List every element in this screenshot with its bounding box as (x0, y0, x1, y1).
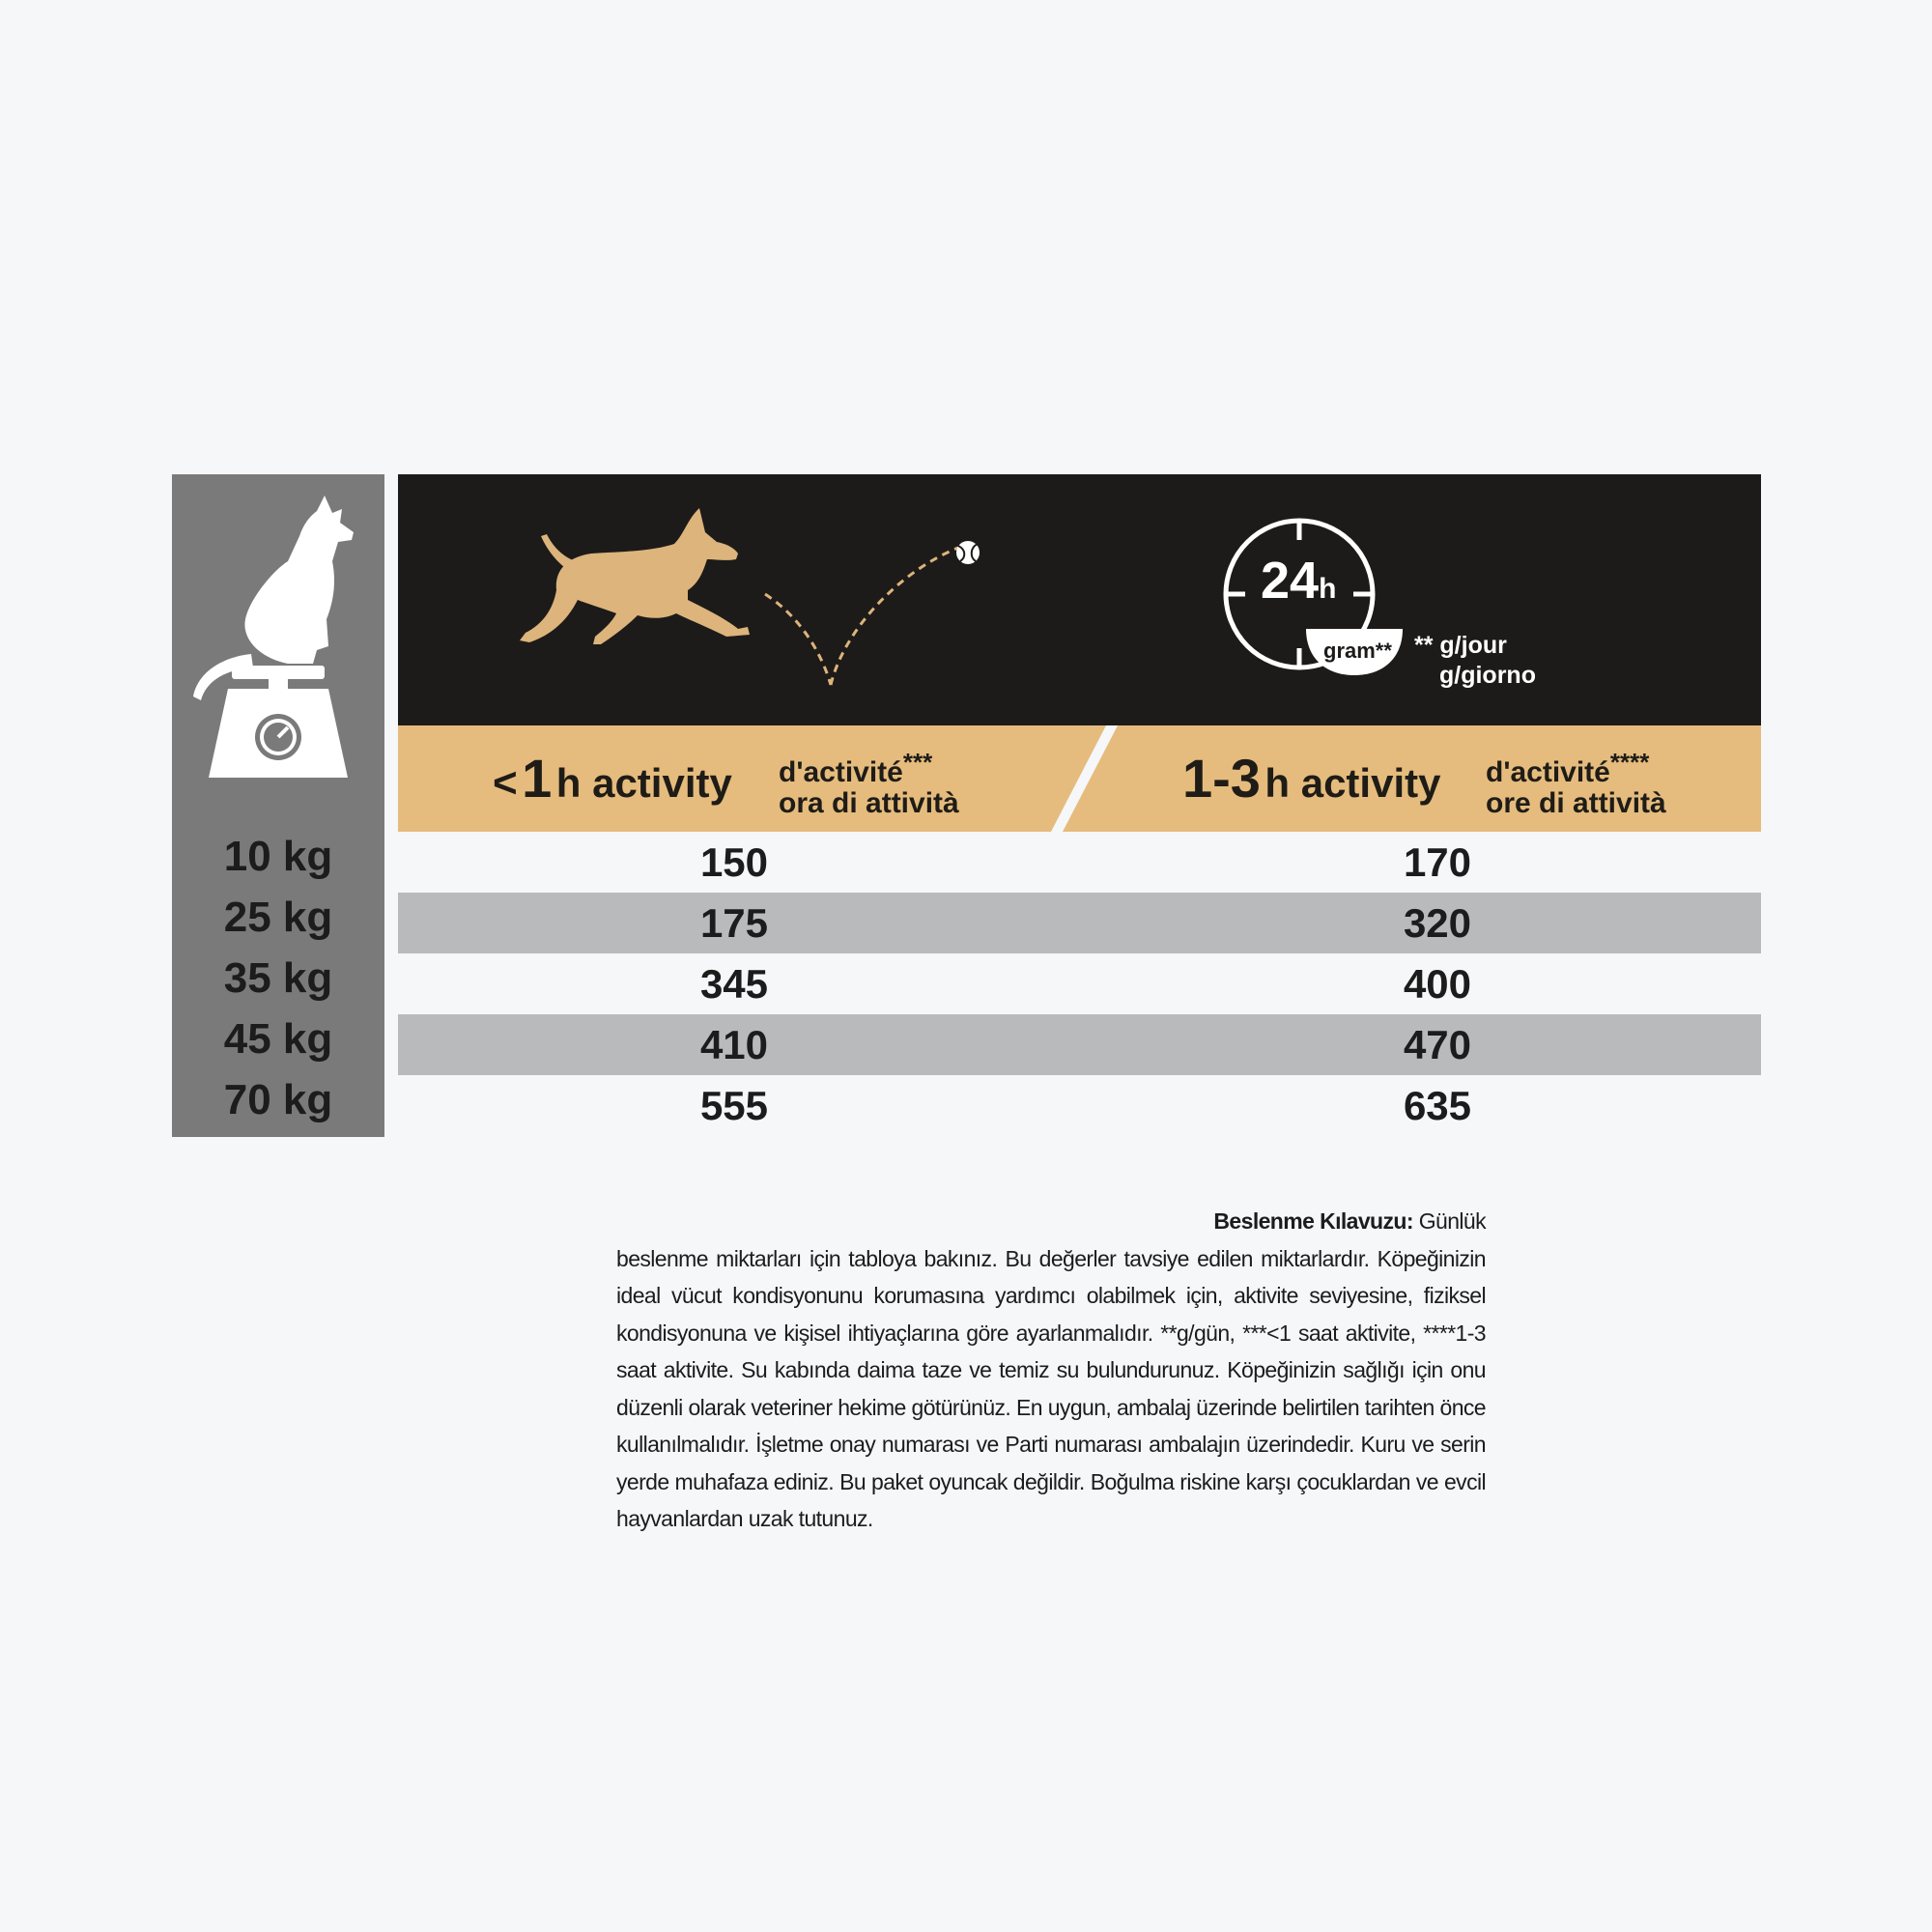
header-banner (398, 474, 1761, 725)
header-illustration (398, 474, 1761, 725)
table-cell: 410 (699, 1022, 769, 1067)
running-dog-icon (520, 508, 750, 644)
clock-unit: h (1319, 573, 1337, 605)
table-cell: 400 (1403, 961, 1472, 1007)
guide-first-line (616, 1203, 1486, 1240)
table-cell: 150 (699, 839, 769, 885)
table-cell: 470 (1403, 1022, 1472, 1067)
dog-on-scale-icon (172, 474, 384, 793)
ball-icon (956, 541, 980, 564)
column-header-1: < 1 h activity (493, 748, 732, 809)
unit-label-french: ** g/jour (1414, 632, 1507, 659)
column-subtitle-2: d'activité**** ore di attività (1486, 748, 1666, 819)
unit-label-italian: g/giorno (1439, 662, 1536, 689)
weight-label: 45 kg (223, 1015, 333, 1063)
table-cell: 175 (699, 900, 769, 946)
table-cell: 555 (699, 1083, 769, 1128)
column-subtitle-1: d'activité*** ora di attività (779, 748, 959, 819)
weight-label: 10 kg (223, 833, 333, 880)
guide-first-word: Günlük (1418, 1208, 1486, 1234)
table-row (398, 1014, 1761, 1075)
clock-number: 24 (1261, 552, 1320, 610)
weight-column (172, 474, 384, 1137)
weight-label: 25 kg (223, 894, 333, 941)
guide-heading: Beslenme Kılavuzu: (1213, 1208, 1413, 1234)
weight-label: 35 kg (223, 954, 333, 1002)
weight-label: 70 kg (223, 1076, 333, 1123)
feeding-guide (616, 1203, 1486, 1538)
table-cell: 635 (1403, 1083, 1472, 1128)
table-cell: 170 (1403, 839, 1472, 885)
column-header-2: 1-3 h activity (1182, 748, 1441, 809)
table-row (398, 832, 1761, 893)
bowl-label: gram** (1323, 639, 1392, 663)
table-cell: 345 (699, 961, 769, 1007)
table-row (398, 953, 1761, 1014)
table-row (398, 893, 1761, 953)
table-cell: 320 (1403, 900, 1472, 946)
table-row (398, 1075, 1761, 1136)
guide-body: beslenme miktarları için tabloya bakınız. Bu değerler tavsiye edilen miktarlardır. Köpeğinizin ideal vücut kondisyonunu korumasına yardımcı olabilmek için, aktivite seviyesine, fiziksel kondisyonuna ve kişisel ihtiyaçlarına göre ayarlanmalıdır. **g/gün, ***<1 saat aktivite, ****1-3 saat aktivite. Su kabında daima taze ve temiz su bulundurunuz. Köpeğinizin sağlığı için onu düzenli olarak veteriner hekime götürünüz. En uygun, ambalaj üzerinde belirtilen tarihten önce kullanılmalıdır. İşletme onay numarası ve Parti numarası ambalajın üzerindedir. Kuru ve serin yerde muhafaza ediniz. Bu paket oyuncak değildir. Boğulma riskine karşı çocuklardan ve evcil hayvanlardan uzak tutunuz. (616, 1245, 1486, 1531)
